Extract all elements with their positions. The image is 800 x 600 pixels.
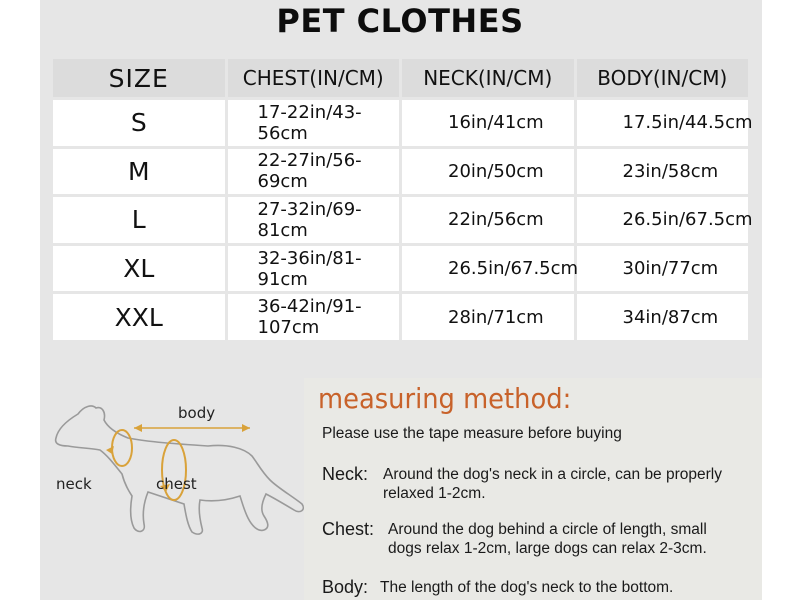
size-chart-table <box>50 56 751 343</box>
neck-cell: 26.5in/67.5cm <box>401 244 576 293</box>
neck-desc-line1: Around the dog's neck in a circle, can be properly <box>383 466 722 483</box>
header-chest: CHEST(IN/CM) <box>226 58 401 99</box>
neck-label: neck <box>56 475 92 493</box>
chest-desc-line2: dogs relax 1-2cm, large dogs can relax 2-3cm. <box>388 540 707 557</box>
neck-desc-line2: relaxed 1-2cm. <box>383 485 486 502</box>
chest-desc-line1: Around the dog behind a circle of length, small <box>388 521 707 538</box>
chest-cell: 32-36in/81-91cm <box>226 244 401 293</box>
neck-term: Neck: <box>322 464 369 484</box>
table-row <box>52 196 750 245</box>
chest-term: Chest: <box>322 519 375 539</box>
dog-silhouette <box>56 406 304 534</box>
header-size: SIZE <box>52 58 227 99</box>
table-row <box>52 293 750 342</box>
size-cell: L <box>52 196 227 245</box>
body-term: Body: <box>322 577 369 597</box>
size-cell: XXL <box>52 293 227 342</box>
neck-cell: 20in/50cm <box>401 147 576 196</box>
header-body: BODY(IN/CM) <box>575 58 750 99</box>
measuring-title: measuring method: <box>318 382 572 415</box>
header-neck: NECK(IN/CM) <box>401 58 576 99</box>
size-cell: XL <box>52 244 227 293</box>
chest-label: chest <box>156 475 197 493</box>
table-row <box>52 244 750 293</box>
table-row <box>52 99 750 148</box>
neck-cell: 16in/41cm <box>401 99 576 148</box>
body-cell: 26.5in/67.5cm <box>575 196 750 245</box>
measuring-intro: Please use the tape measure before buying <box>322 425 622 442</box>
body-cell: 23in/58cm <box>575 147 750 196</box>
body-label: body <box>178 404 216 422</box>
body-desc: The length of the dog's neck to the bottom. <box>380 579 674 596</box>
body-cell: 30in/77cm <box>575 244 750 293</box>
size-cell: M <box>52 147 227 196</box>
chest-cell: 27-32in/69-81cm <box>226 196 401 245</box>
neck-cell: 28in/71cm <box>401 293 576 342</box>
page-title: PET CLOTHES <box>276 2 524 40</box>
body-cell: 34in/87cm <box>575 293 750 342</box>
size-cell: S <box>52 99 227 148</box>
chest-cell: 22-27in/56-69cm <box>226 147 401 196</box>
neck-cell: 22in/56cm <box>401 196 576 245</box>
chest-cell: 36-42in/91-107cm <box>226 293 401 342</box>
chest-cell: 17-22in/43-56cm <box>226 99 401 148</box>
body-cell: 17.5in/44.5cm <box>575 99 750 148</box>
table-row <box>52 147 750 196</box>
table-header-row <box>52 58 750 99</box>
